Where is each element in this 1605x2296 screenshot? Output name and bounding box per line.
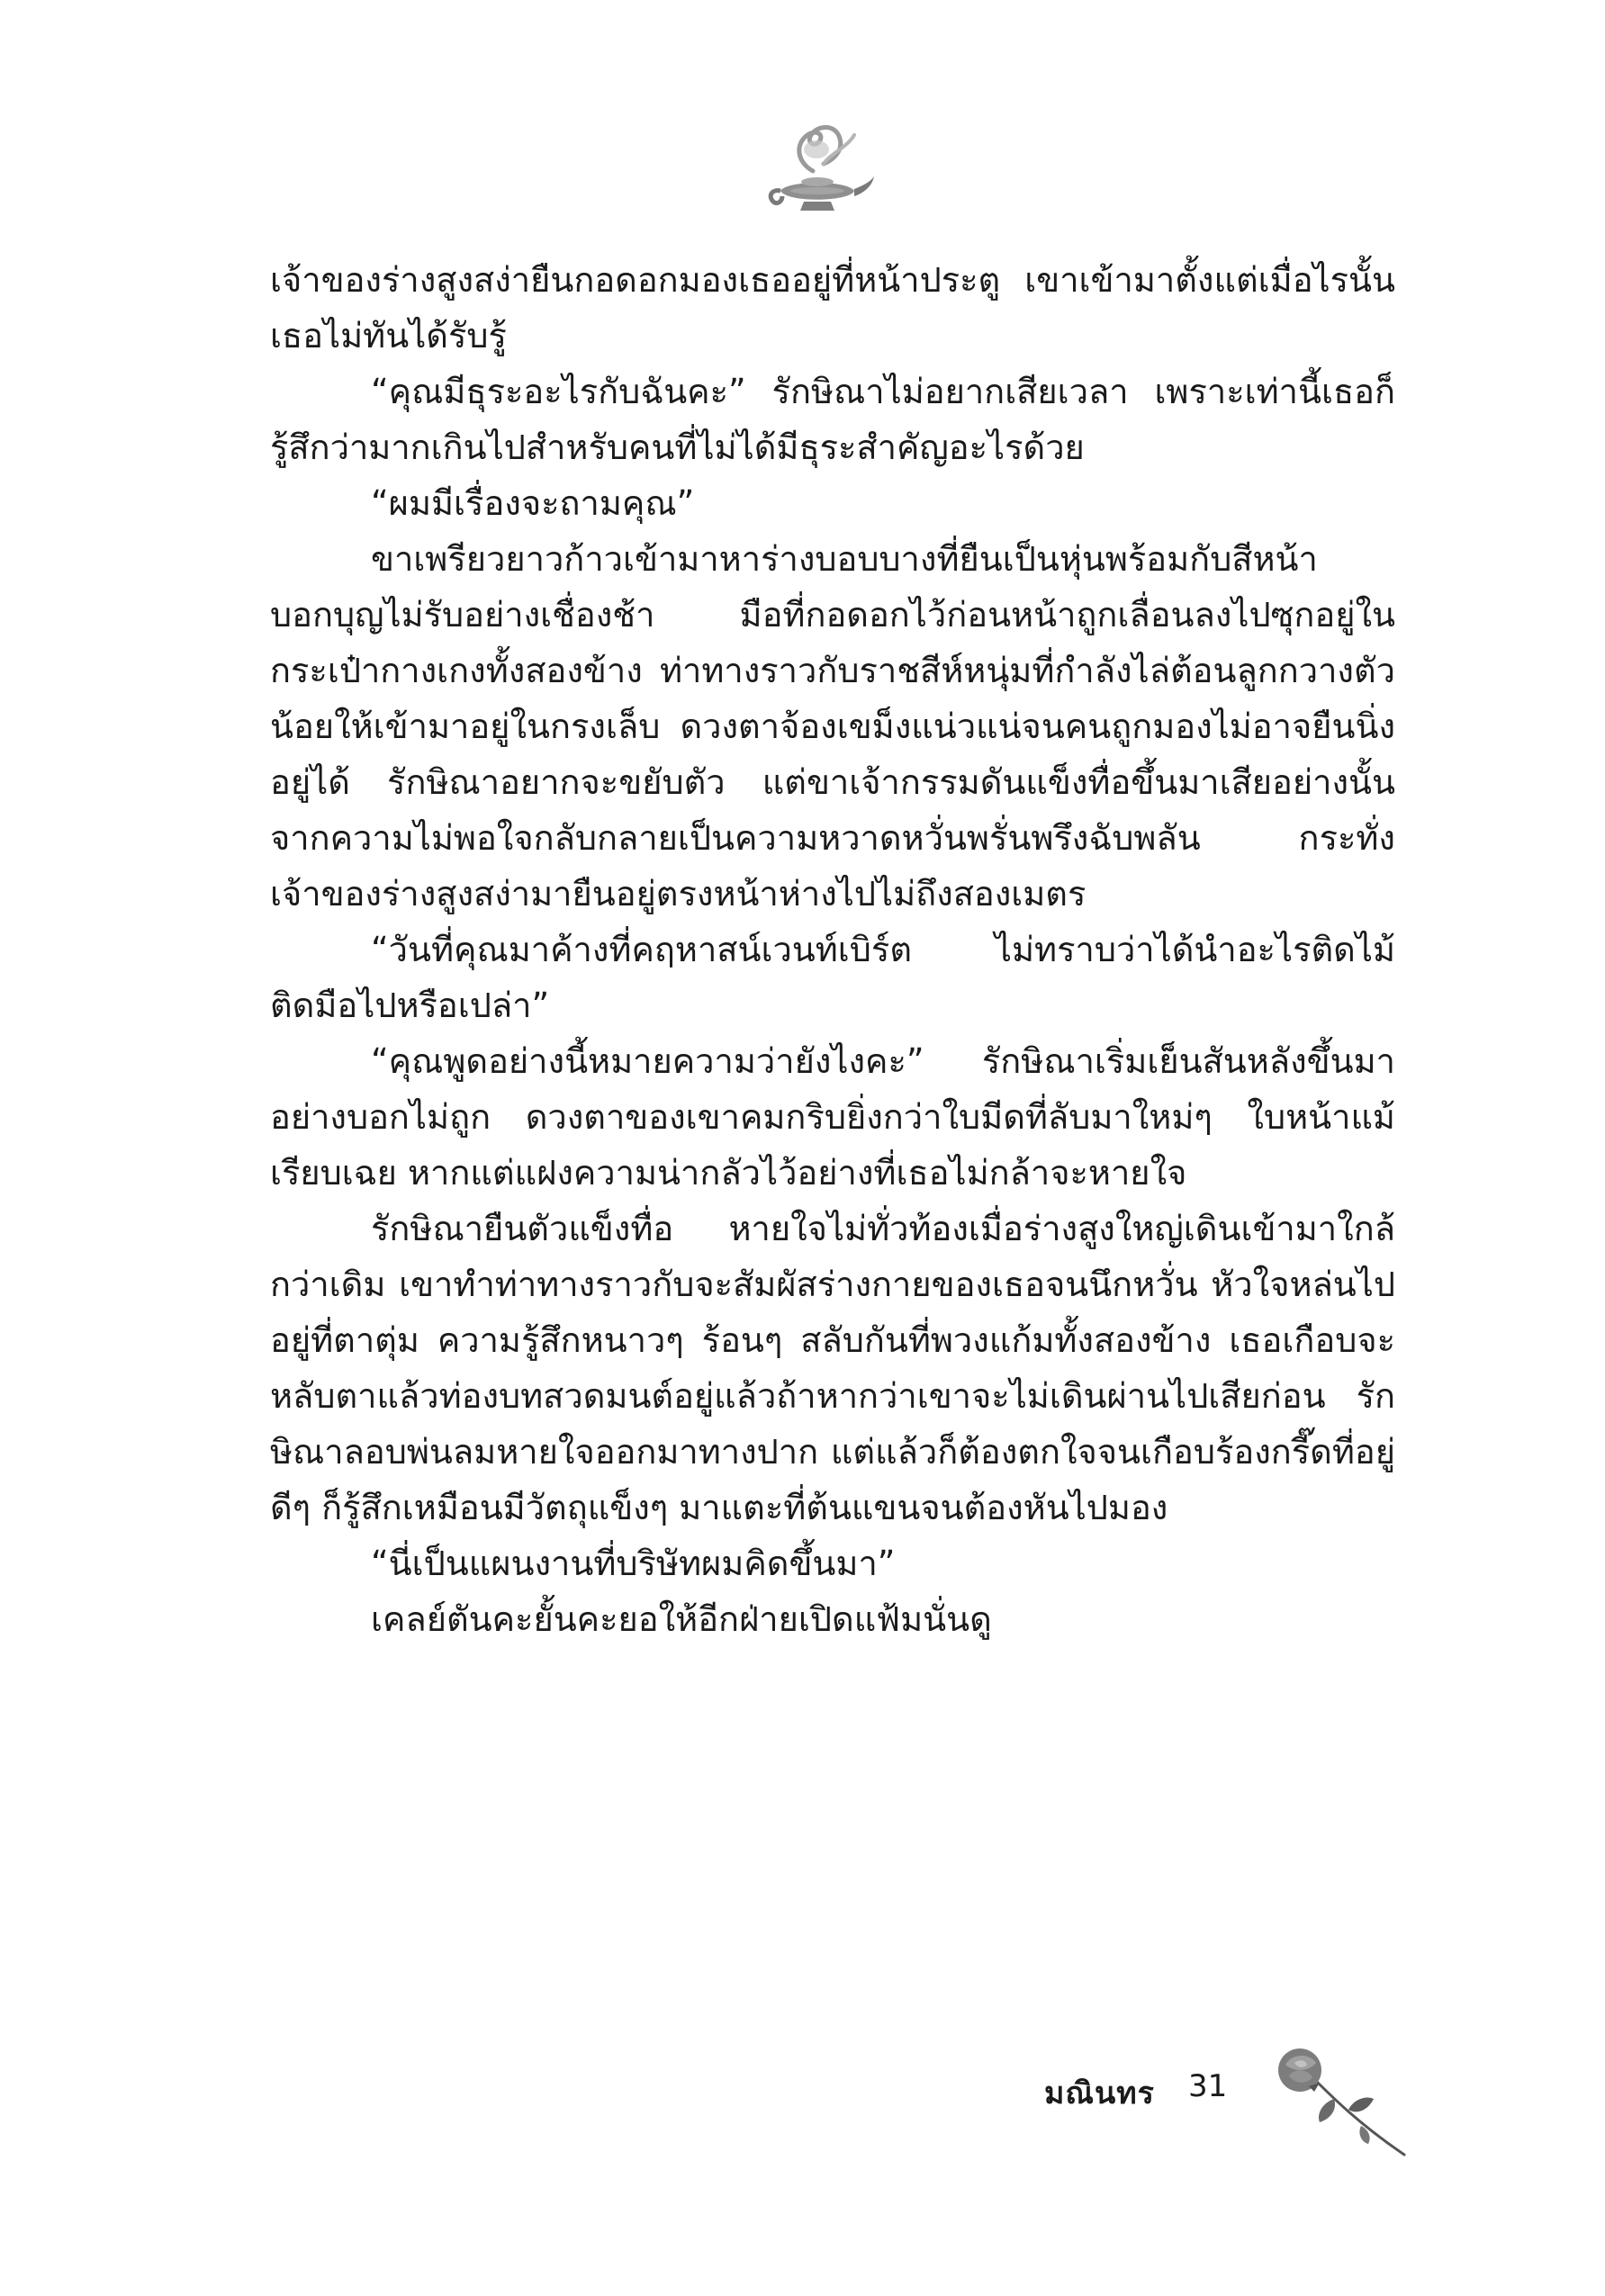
page-footer bbox=[1044, 2043, 1422, 2169]
genie-lamp-icon bbox=[761, 108, 878, 225]
paragraph: เคลย์ตันคะยั้นคะยอให้อีกฝ่ายเปิดแฟ้มนั่นดู bbox=[371, 1599, 992, 1639]
paragraph: “คุณมีธุระอะไรกับฉันคะ” รักษิณาไม่อยากเสียเวลา เพราะเท่านี้เธอก็รู้สึกว่ามากเกินไปสำหรับคนที่ไม่ได้มีธุระสำคัญอะไรด้วย bbox=[270, 372, 1395, 467]
author-name: มณินทร bbox=[1044, 2075, 1155, 2111]
body-text bbox=[270, 252, 1395, 1647]
paragraph: “คุณพูดอย่างนี้หมายความว่ายังไงคะ” รักษิณาเริ่มเย็นสันหลังขึ้นมาอย่างบอกไม่ถูก ดวงตาของเขาคมกริบยิ่งกว่าใบมีดที่ลับมาใหม่ๆ ใบหน้าแม้เรียบเฉย หากแต่แฝงความน่ากลัวไว้อย่างที่เธอไม่กล้าจะหายใจ bbox=[270, 1041, 1395, 1193]
page-number: 31 bbox=[1188, 2068, 1228, 2104]
paragraph: เจ้าของร่างสูงสง่ายืนกอดอกมองเธออยู่ที่หน้าประตู เขาเข้ามาตั้งแต่เมื่อไรนั้นเธอไม่ทันได้รับรู้ bbox=[270, 260, 1395, 356]
rose-icon bbox=[1260, 2043, 1413, 2160]
paragraph: รักษิณายืนตัวแข็งทื่อ หายใจไม่ทั่วท้องเมื่อร่างสูงใหญ่เดินเข้ามาใกล้กว่าเดิม เขาทำท่าทางราวกับจะสัมผัสร่างกายของเธอจนนึกหวั่น หัวใจหล่นไปอยู่ที่ตาตุ่ม ความรู้สึกหนาวๆ ร้อนๆ สลับกันที่พวงแก้มทั้งสองข้าง เธอเกือบจะหลับตาแล้วท่องบทสวดมนต์อยู่แล้วถ้าหากว่าเขาจะไม่เดินผ่านไปเสียก่อน รักษิณาลอบพ่นลมหายใจออกมาทางปาก แต่แล้วก็ต้องตกใจจนเกือบร้องกรี๊ดที่อยู่ดีๆ ก็รู้สึกเหมือนมีวัตถุแข็งๆ มาแตะที่ต้นแขนจนต้องหันไปมอง bbox=[270, 1209, 1395, 1527]
paragraph: “ผมมีเรื่องจะถามคุณ” bbox=[371, 483, 695, 523]
paragraph: “วันที่คุณมาค้างที่คฤหาสน์เวนท์เบิร์ต ไม่ทราบว่าได้นำอะไรติดไม้ติดมือไปหรือเปล่า” bbox=[270, 930, 1395, 1025]
paragraph: ขาเพรียวยาวก้าวเข้ามาหาร่างบอบบางที่ยืนเป็นหุ่นพร้อมกับสีหน้าบอกบุญไม่รับอย่างเชื่องช้า มือที่กอดอกไว้ก่อนหน้าถูกเลื่อนลงไปซุกอยู่ในกระเป๋ากางเกงทั้งสองข้าง ท่าทางราวกับราชสีห์หนุ่มที่กำลังไล่ต้อนลูกกวางตัวน้อยให้เข้ามาอยู่ในกรงเล็บ ดวงตาจ้องเขม็งแน่วแน่จนคนถูกมองไม่อาจยืนนิ่งอยู่ได้ รักษิณาอยากจะขยับตัว แต่ขาเจ้ากรรมดันแข็งทื่อขึ้นมาเสียอย่างนั้น จากความไม่พอใจกลับกลายเป็นความหวาดหวั่นพรั่นพรึงฉับพลัน กระทั่งเจ้าของร่างสูงสง่ามายืนอยู่ตรงหน้าห่างไปไม่ถึงสองเมตร bbox=[270, 539, 1395, 914]
paragraph: “นี่เป็นแผนงานที่บริษัทผมคิดขึ้นมา” bbox=[371, 1544, 896, 1583]
